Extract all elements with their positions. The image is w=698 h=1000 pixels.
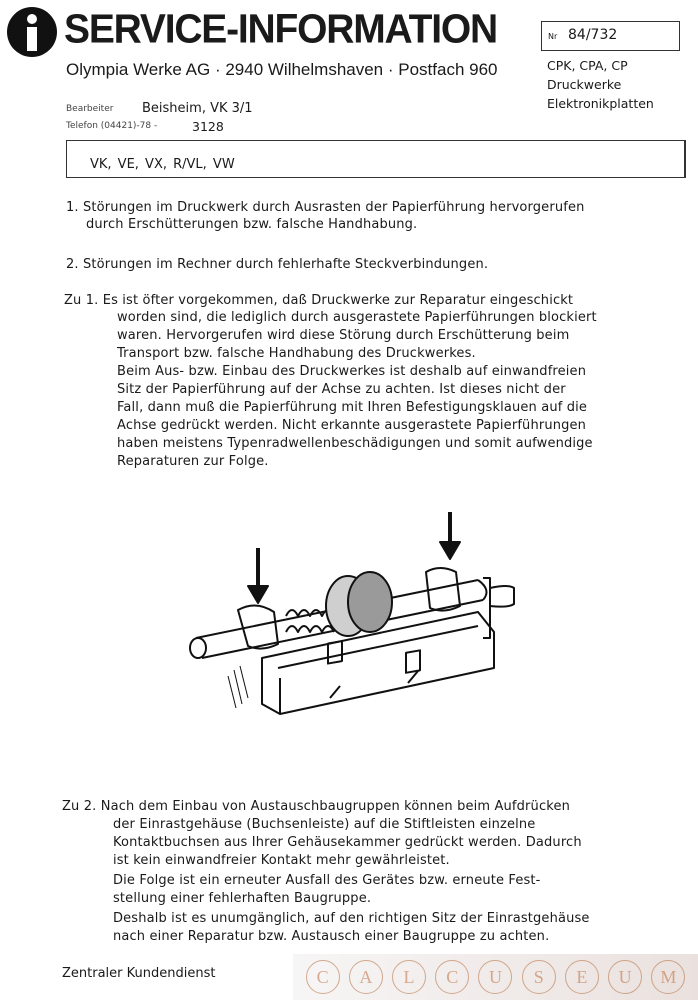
company-address: Olympia Werke AG · 2940 Wilhelmshaven · Postfach 960 [66, 60, 498, 79]
section-2-line: Die Folge ist ein erneuter Ausfall des Gerätes bzw. erneute Fest- [113, 873, 541, 888]
section-1-line: Achse gedrückt werden. Nicht erkannte ausgerastete Papierführungen [117, 418, 587, 433]
watermark-letter: S [522, 960, 556, 994]
paper-guide-illustration [178, 508, 518, 733]
watermark-letter: E [565, 960, 599, 994]
phone-label: Telefon (04421)-78 - [66, 121, 158, 131]
section-1-line: Beim Aus- bzw. Einbau des Druckwerkes ist deshalb auf einwandfreien [117, 364, 587, 379]
section-1-line: worden sind, die lediglich durch ausgerastete Papierführungen blockiert [117, 310, 597, 325]
editor-label: Bearbeiter [66, 104, 114, 114]
section-2-line: Zu 2. Nach dem Einbau von Austauschbaugruppen können beim Aufdrücken [62, 799, 570, 814]
model-list: VK, VE, VX, R/VL, VW [90, 157, 235, 172]
issue-1-line: 1. Störungen im Druckwerk durch Ausrasten der Papierführung hervorgerufen [66, 200, 585, 215]
section-2-line: stellung einer fehlerhaften Baugruppe. [113, 891, 372, 906]
category-line: Elektronikplatten [547, 96, 654, 111]
watermark-letter: A [349, 960, 383, 994]
document-number: 84/732 [568, 27, 618, 43]
section-1-line: Zu 1. Es ist öfter vorgekommen, daß Druckwerke zur Reparatur eingeschickt [64, 293, 574, 308]
section-1-line: Sitz der Papierführung auf der Achse zu achten. Ist dieses nicht der [117, 382, 566, 397]
issue-1-line: durch Erschütterungen bzw. falsche Handhabung. [86, 217, 418, 232]
section-2-line: Kontaktbuchsen aus Ihrer Gehäusekammer gedrückt werden. Dadurch [113, 835, 582, 850]
section-2-line: der Einrastgehäuse (Buchsenleiste) auf die Stiftleisten einzelne [113, 817, 536, 832]
section-2-line: Deshalb ist es unumgänglich, auf den richtigen Sitz der Einrastgehäuse [113, 911, 590, 926]
issue-2-line: 2. Störungen im Rechner durch fehlerhafte Steckverbindungen. [66, 257, 489, 272]
section-1-line: Transport bzw. falsche Handhabung des Druckwerkes. [117, 346, 476, 361]
section-2-line: nach einer Reparatur bzw. Austausch einer Baugruppe zu achten. [113, 929, 550, 944]
document-title: SERVICE-INFORMATION [64, 6, 497, 53]
section-2-line: ist kein einwandfreier Kontakt mehr gewährleistet. [113, 853, 450, 868]
watermark-letter: C [306, 960, 340, 994]
section-1-line: haben meistens Typenradwellenbeschädigungen und somit aufwendige [117, 436, 593, 451]
editor-value: Beisheim, VK 3/1 [142, 101, 253, 116]
watermark-letter: M [651, 960, 685, 994]
number-prefix: Nr [548, 32, 558, 41]
info-logo-icon [6, 6, 58, 58]
category-line: Druckwerke [547, 77, 622, 92]
watermark-letter: U [608, 960, 642, 994]
watermark-banner [293, 954, 698, 1000]
phone-value: 3128 [192, 119, 224, 134]
watermark-letter: U [478, 960, 512, 994]
department-signature: Zentraler Kundendienst [62, 966, 216, 981]
watermark-letter: L [392, 960, 426, 994]
section-1-line: Fall, dann muß die Papierführung mit Ihren Befestigungsklauen auf die [117, 400, 588, 415]
watermark-letter: C [435, 960, 469, 994]
product-line: CPK, CPA, CP [547, 58, 628, 73]
section-1-line: waren. Hervorgerufen wird diese Störung durch Erschütterung beim [117, 328, 570, 343]
section-1-line: Reparaturen zur Folge. [117, 454, 269, 469]
